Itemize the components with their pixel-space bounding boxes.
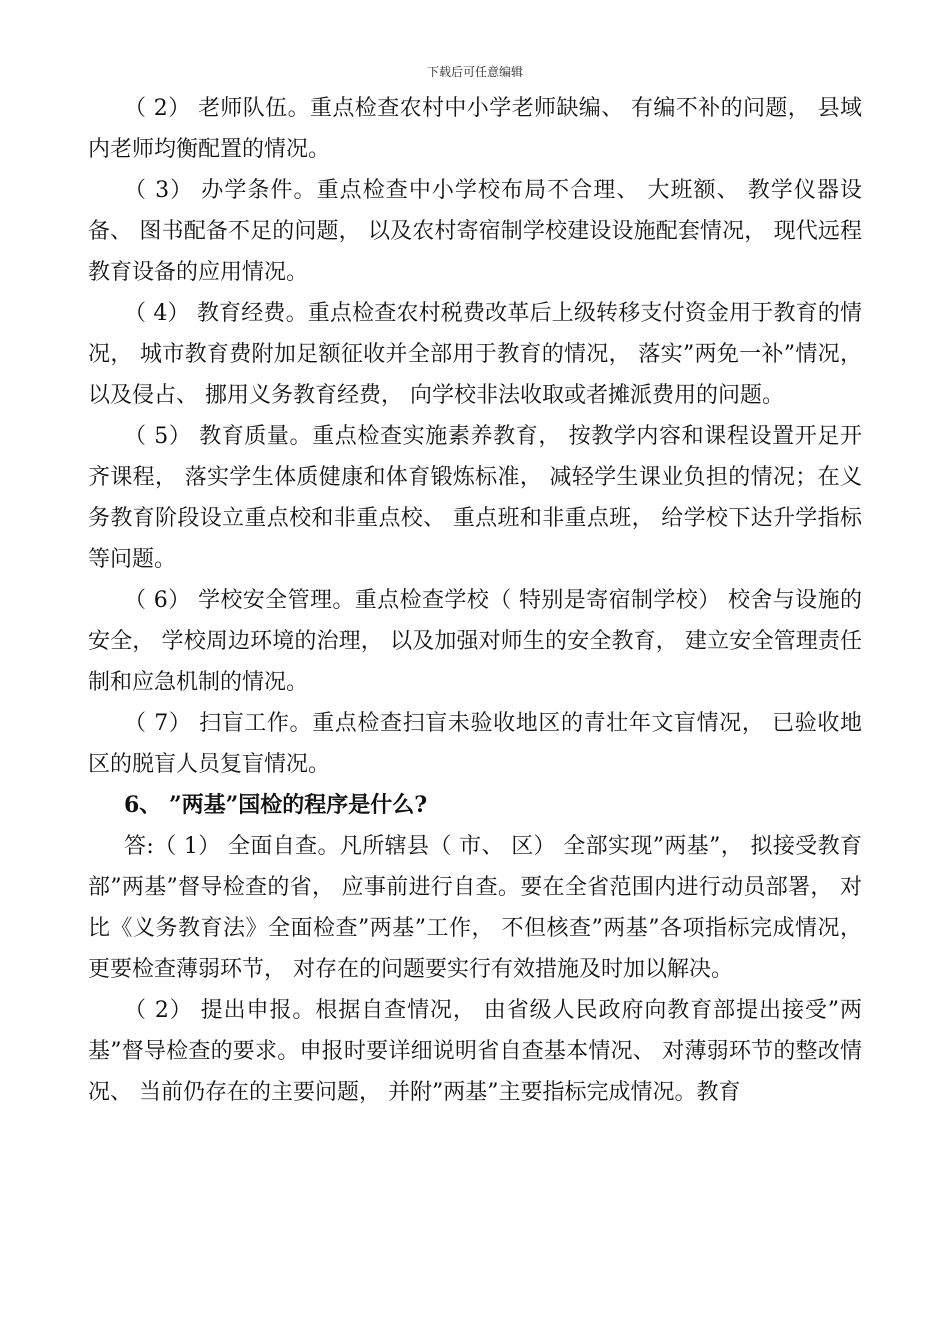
- paragraph-education-funding: （ 4） 教育经费。重点检查农村税费改革后上级转移支付资金用于教育的情况， 城市教育费附加足额征收并全部用于教育的情况， 落实”两免一补”情况， 以及侵占、 挪用义务教育经费， 向学校非法收取或者摊派费用的问题。: [88, 301, 862, 408]
- paragraph-teacher-team: （ 2） 老师队伍。重点检查农村中小学老师缺编、 有编不补的问题， 县域内老师均衡配置的情况。: [88, 96, 862, 162]
- page-header: 下载后可任意编辑: [426, 65, 523, 79]
- paragraph-literacy-work: （ 7） 扫盲工作。重点检查扫盲未验收地区的青壮年文盲情况， 已验收地区的脱盲人员复盲情况。: [88, 711, 862, 777]
- paragraph-school-conditions: （ 3） 办学条件。重点检查中小学校布局不合理、 大班额、 教学仪器设备、 图书配备不足的问题， 以及农村寄宿制学校建设设施配套情况， 现代远程教育设备的应用情况。: [88, 178, 862, 285]
- paragraph-education-quality: （ 5） 教育质量。重点检查实施素养教育， 按教学内容和课程设置开足开齐课程， 落实学生体质健康和体育锻炼标准， 减轻学生课业负担的情况；在义务教育阶段设立重点校和非重点校、 重点班和非重点班， 给学校下达升学指标等问题。: [88, 424, 862, 572]
- paragraph-application: （ 2） 提出申报。根据自查情况， 由省级人民政府向教育部提出接受”两基”督导检查的要求。申报时要详细说明省自查基本情况、 对薄弱环节的整改情况、 当前仍存在的主要问题， 并附”两基”主要指标完成情况。教育: [88, 998, 862, 1105]
- document-body: [88, 88, 862, 1113]
- paragraph-self-inspection: 答:（ 1） 全面自查。凡所辖县（ 市、 区） 全部实现”两基”， 拟接受教育部”两基”督导检查的省， 应事前进行自查。要在全省范围内进行动员部署， 对比《义务教育法》全面检查”两基”工作， 不但核查”两基”各项指标完成情况， 更要检查薄弱环节， 对存在的问题要实行有效措施及时加以解决。: [88, 834, 862, 982]
- paragraph-school-safety: （ 6） 学校安全管理。重点检查学校（ 特别是寄宿制学校） 校舍与设施的安全， 学校周边环境的治理， 以及加强对师生的安全教育， 建立安全管理责任制和应急机制的情况。: [88, 588, 862, 695]
- section-heading: 6、 ”两基”国检的程序是什么?: [124, 792, 428, 818]
